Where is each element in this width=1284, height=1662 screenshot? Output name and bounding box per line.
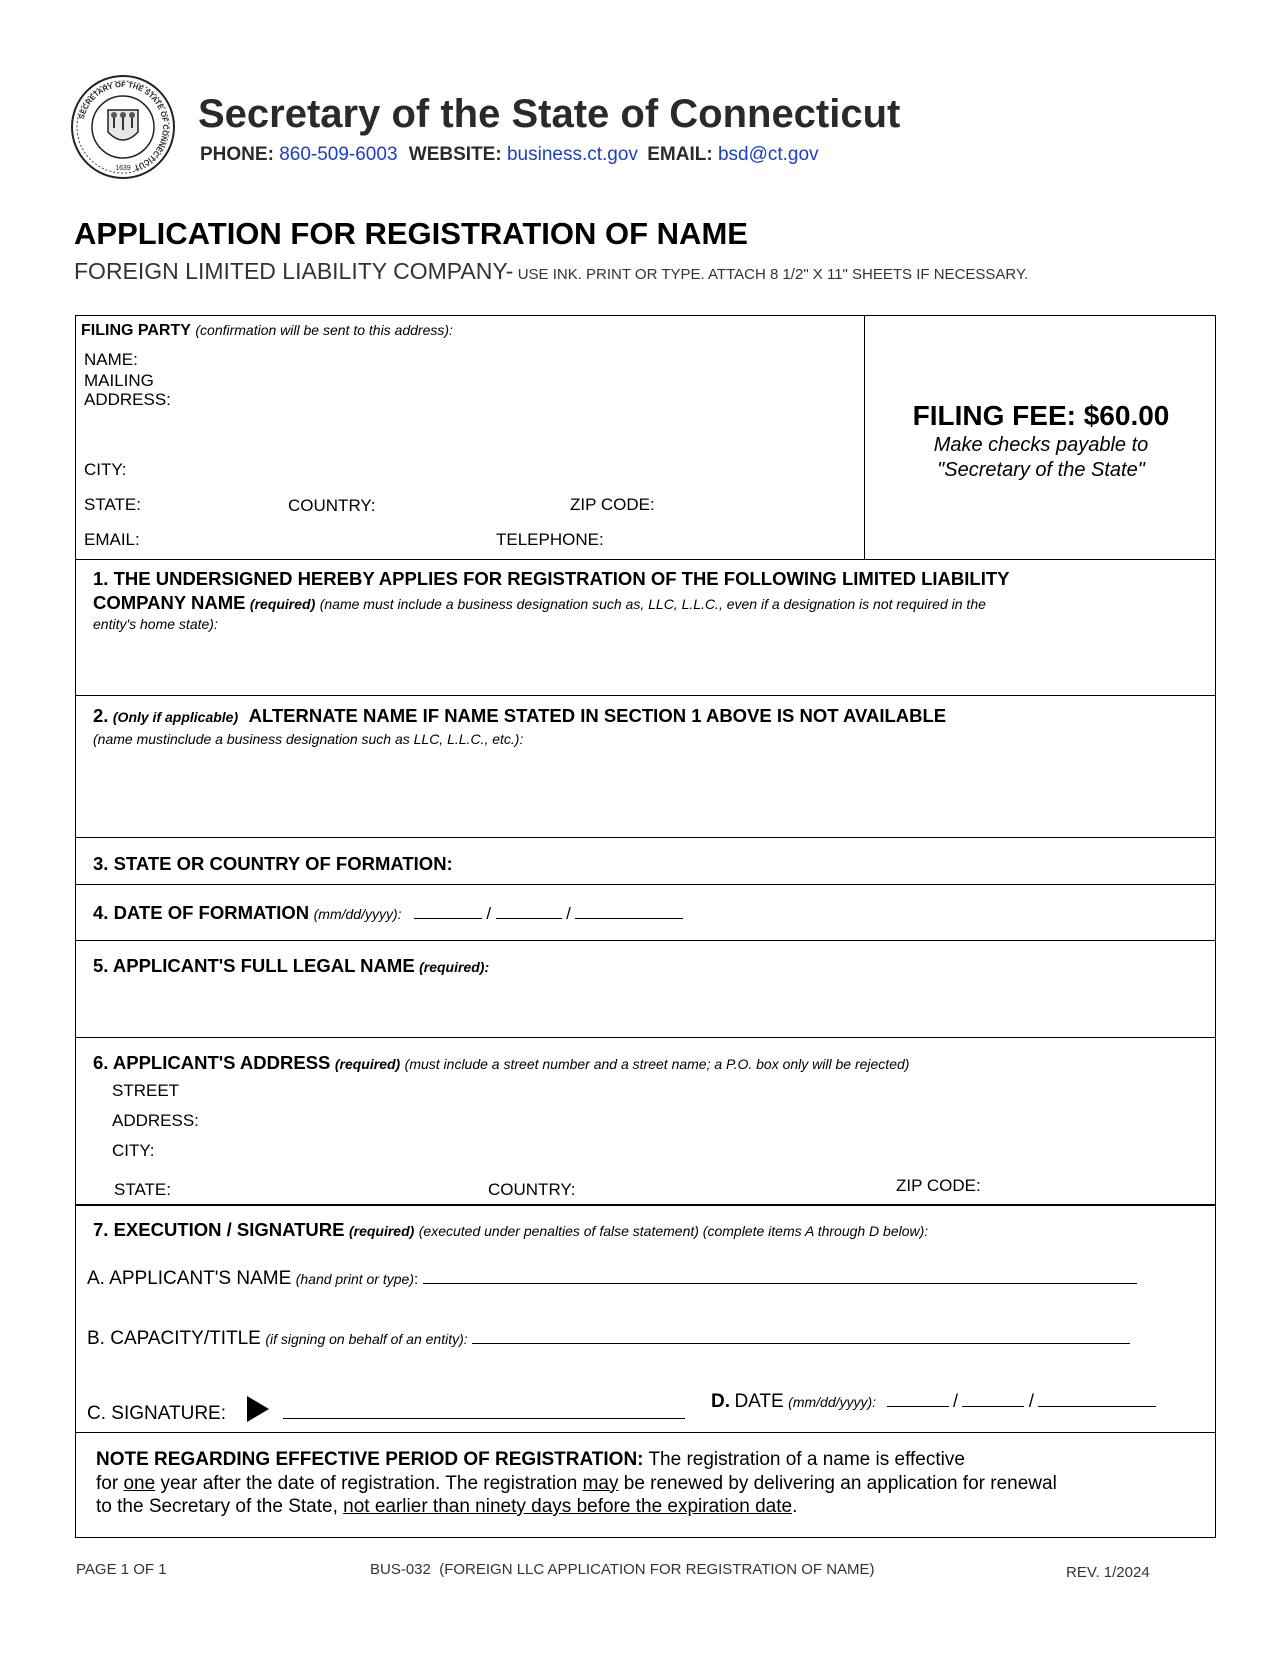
section-1-subtitle: COMPANY NAME (required) (name must include a business designation such as, LLC, L.L.C., even if a designation is not required in the	[93, 592, 986, 613]
fee-payable-line2: "Secretary of the State"	[937, 459, 1145, 481]
date-year-blank[interactable]	[1038, 1392, 1156, 1407]
form-subtitle: FOREIGN LIMITED LIABILITY COMPANY- USE INK. PRINT OR TYPE. ATTACH 8 1/2" X 11" SHEETS IF NECESSARY.	[74, 258, 1029, 284]
fee-divider	[864, 315, 865, 560]
divider	[75, 884, 1216, 885]
agency-title: Secretary of the State of Connecticut	[198, 92, 901, 136]
registration-note: NOTE REGARDING EFFECTIVE PERIOD OF REGISTRATION: The registration of a name is effective for one year after the date of registration. The registration may be renewed by delivering an application for renewal to the Secretary of the State, not earlier than ninety days before the expiration date.	[96, 1449, 1057, 1517]
note-heading: NOTE REGARDING EFFECTIVE PERIOD OF REGISTRATION:	[96, 1449, 644, 1470]
applicant-name-row: A. APPLICANT'S NAME (hand print or type):	[87, 1268, 1137, 1290]
formation-year-blank[interactable]	[575, 904, 683, 919]
website-link[interactable]: business.ct.gov	[506, 144, 638, 165]
section-5-title: 5. APPLICANT'S FULL LEGAL NAME (required):	[93, 955, 490, 976]
divider	[75, 1204, 1216, 1206]
section-3-title: 3. STATE OR COUNTRY OF FORMATION:	[93, 853, 453, 874]
divider	[75, 837, 1216, 838]
state-seal	[70, 74, 176, 180]
footer-form-id: BUS-032 (FOREIGN LLC APPLICATION FOR REGISTRATION OF NAME)	[370, 1561, 875, 1578]
email-label: EMAIL:	[647, 144, 713, 165]
svg-text:SECRETARY OF THE STATE OF CONN: SECRETARY OF THE STATE OF CONNECTICUT	[76, 79, 171, 173]
phone-link[interactable]: 860-509-6003	[279, 144, 398, 165]
applicant-country-label: COUNTRY:	[488, 1180, 576, 1199]
applicant-street-label: STREET	[112, 1081, 180, 1100]
divider	[75, 559, 1216, 560]
website-label: WEBSITE:	[408, 144, 502, 165]
filing-country-label: COUNTRY:	[288, 496, 376, 515]
form-title: APPLICATION FOR REGISTRATION OF NAME	[74, 216, 748, 251]
section-7-title: 7. EXECUTION / SIGNATURE (required) (executed under penalties of false statement) (complete items A through D below):	[93, 1219, 929, 1240]
date-month-blank[interactable]	[887, 1392, 949, 1407]
formation-day-blank[interactable]	[496, 904, 562, 919]
signature-row: C. SIGNATURE:	[87, 1395, 685, 1428]
filing-fee-title: FILING FEE: $60.00	[912, 400, 1170, 431]
section-2-note: (name mustinclude a business designation such as LLC, L.L.C., etc.):	[93, 731, 524, 747]
email-link[interactable]: bsd@ct.gov	[717, 144, 819, 165]
formation-month-blank[interactable]	[414, 904, 482, 919]
date-row: D. DATE (mm/dd/yyyy): / /	[711, 1391, 1156, 1413]
divider	[75, 695, 1216, 696]
date-day-blank[interactable]	[962, 1392, 1024, 1407]
divider	[75, 1037, 1216, 1038]
fee-payable-line1: Make checks payable to	[933, 434, 1149, 456]
filing-zip-label: ZIP CODE:	[570, 495, 655, 514]
section-6-title: 6. APPLICANT'S ADDRESS (required) (must include a street number and a street name; a P.O. box only will be rejected)	[93, 1052, 910, 1073]
svg-text:1639: 1639	[115, 165, 131, 172]
signature-blank[interactable]	[283, 1404, 685, 1419]
applicant-state-label: STATE:	[114, 1180, 171, 1199]
section-2-title: 2. (Only if applicable) ALTERNATE NAME IF NAME STATED IN SECTION 1 ABOVE IS NOT AVAILABLE	[93, 705, 947, 726]
section-4-title: 4. DATE OF FORMATION (mm/dd/yyyy): / /	[93, 902, 683, 924]
filing-state-label: STATE:	[84, 495, 141, 514]
filing-address-label: ADDRESS:	[84, 390, 171, 409]
filing-mailing-label: MAILING	[84, 371, 154, 390]
capacity-title-blank[interactable]	[472, 1329, 1130, 1344]
agency-contact	[200, 144, 819, 166]
form-instructions: USE INK. PRINT OR TYPE. ATTACH 8 1/2" X 11" SHEETS IF NECESSARY.	[517, 266, 1029, 283]
applicant-name-blank[interactable]	[423, 1269, 1137, 1284]
applicant-city-label: CITY:	[112, 1141, 155, 1160]
signature-arrow-icon	[246, 1395, 270, 1428]
filing-city-label: CITY:	[84, 460, 127, 479]
divider	[75, 1432, 1216, 1433]
filing-party-heading: FILING PARTY (confirmation will be sent to this address):	[81, 322, 453, 339]
divider	[75, 940, 1216, 941]
filing-name-label: NAME:	[84, 350, 138, 369]
footer-revision: REV. 1/2024	[1066, 1564, 1150, 1581]
phone-label: PHONE:	[200, 144, 274, 165]
footer-page: PAGE 1 OF 1	[76, 1561, 167, 1578]
section-1-note: entity's home state):	[93, 616, 218, 632]
capacity-title-row: B. CAPACITY/TITLE (if signing on behalf of an entity):	[87, 1328, 1130, 1350]
filing-fee-box	[866, 400, 1216, 482]
applicant-address-label: ADDRESS:	[112, 1111, 199, 1130]
applicant-zip-label: ZIP CODE:	[896, 1176, 981, 1195]
section-1-title: 1. THE UNDERSIGNED HEREBY APPLIES FOR REGISTRATION OF THE FOLLOWING LIMITED LIABILITY	[93, 568, 1010, 589]
filing-telephone-label: TELEPHONE:	[496, 530, 604, 549]
filing-email-label: EMAIL:	[84, 530, 140, 549]
